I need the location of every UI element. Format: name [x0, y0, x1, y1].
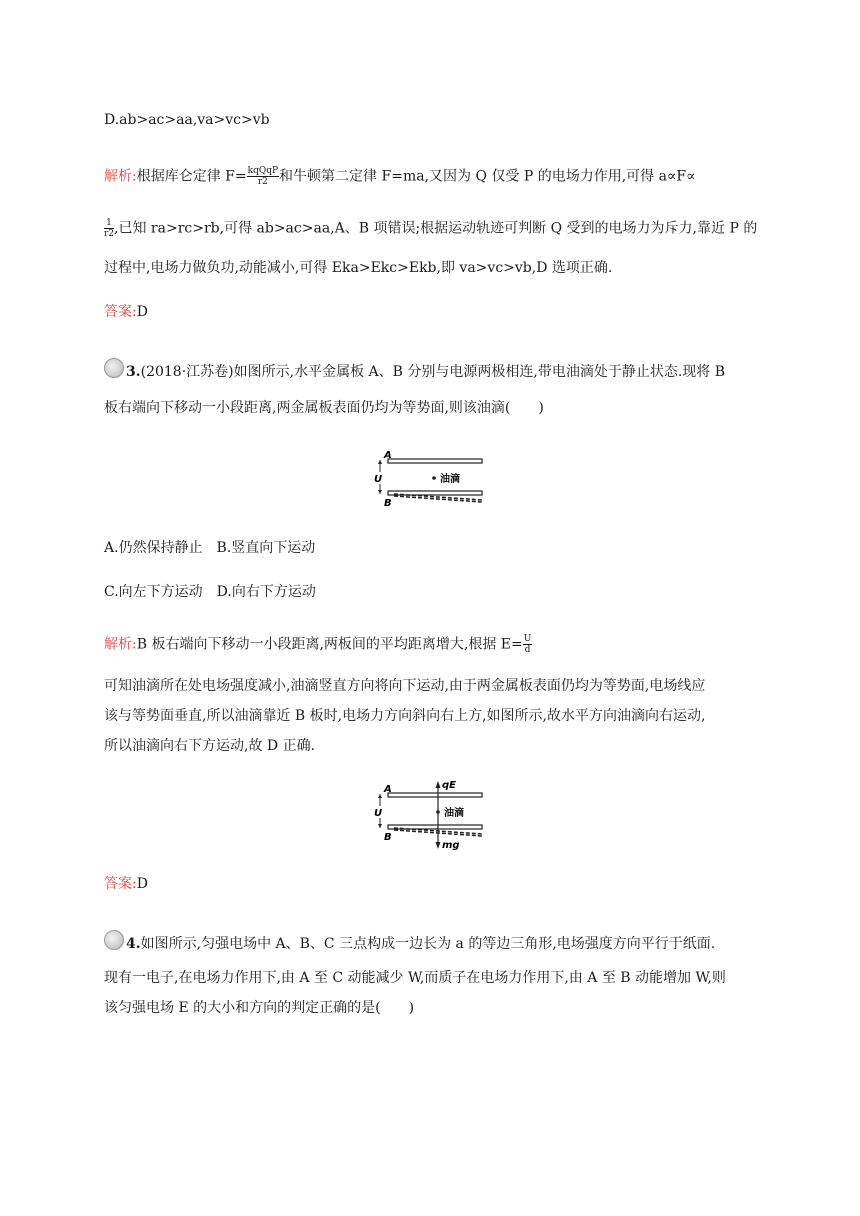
q3-figure-forces: [370, 776, 490, 852]
q3-field-fraction: $\frac{U}{d}$: [523, 634, 532, 655]
q4-stem-line1: 4.如图所示,匀强电场中 A、B、C 三点构成一边长为 a 的等边三角形,电场强度方向平行于纸面.: [126, 936, 716, 952]
q2-option-d: D.ab>ac>aa,va>vc>vb: [104, 112, 270, 128]
fig2-droplet-label: 油滴: [444, 808, 464, 819]
q3-stem-line2: 板右端向下移动一小段距离,两金属板表面仍均为等势面,则该油滴( ): [104, 400, 544, 416]
q3-options-line2: C.向左下方运动 D.向右下方运动: [104, 584, 316, 600]
q3-figure-plates: [370, 446, 490, 508]
q4-stem-line3: 该匀强电场 E 的大小和方向的判定正确的是( ): [104, 1000, 415, 1016]
fig2-force-up: qE: [442, 780, 456, 791]
fig1-droplet-label: 油滴: [440, 474, 460, 485]
fig2-label-u: U: [374, 808, 383, 819]
fig1-label-b: B: [384, 498, 392, 508]
fig1-label-u: U: [374, 474, 383, 485]
q3-analysis-line2: 可知油滴所在处电场强度减小,油滴竖直方向将向下运动,由于两金属板表面仍均为等势面,电场线应: [104, 678, 706, 694]
q2-analysis-text2: ,已知 ra>rc>rb,可得 ab>ac>aa,A、B 项错误;根据运动轨迹可判断 Q 受到的电场力为斥力,靠近 P 的: [114, 220, 758, 237]
q2-coulomb-fraction: $\frac{\text{kqQqP}}{r2}$: [247, 166, 279, 187]
fig1-label-a: A: [384, 450, 392, 461]
q4-stem-line2: 现有一电子,在电场力作用下,由 A 至 C 动能减少 W,而质子在电场力作用下,由 A 至 B 动能增加 W,则: [104, 970, 726, 986]
fig2-label-b: B: [384, 832, 392, 843]
fig2-label-a: A: [384, 784, 392, 795]
q3-options-line1: A.仍然保持静止 B.竖直向下运动: [104, 540, 316, 556]
question-bullet-icon: [104, 358, 124, 378]
q4-number: 4.: [126, 936, 141, 952]
q2-answer-label: 答案:: [104, 304, 137, 320]
q3-stem-line1: 3.(2018·江苏卷)如图所示,水平金属板 A、B 分别与电源两极相连,带电油滴处于静止状态.现将 B: [126, 364, 726, 380]
q2-analysis-text1b: 和牛顿第二定律 F=ma,又因为 Q 仅受 P 的电场力作用,可得 a∝F∝: [279, 168, 696, 185]
q3-answer: [104, 874, 148, 894]
q3-analysis-line3: 该与等势面垂直,所以油滴靠近 B 板时,电场力方向斜向右上方,如图所示,故水平方向油滴向右运动,: [104, 708, 706, 724]
question-bullet-icon: [104, 930, 124, 950]
q3-analysis-line1: 解析:B 板右端向下移动一小段距离,两板间的平均距离增大,根据 E= $\frac{U}{d}$: [104, 634, 532, 655]
q2-answer-value: D: [136, 304, 148, 320]
q2-inverse-square-fraction: $\frac{1}{r2}$: [104, 218, 115, 239]
q2-analysis-line2: [104, 218, 757, 239]
q3-analysis-line4: 所以油滴向右下方运动,故 D 正确.: [104, 738, 316, 754]
q2-analysis-label: 解析:: [104, 168, 137, 185]
q2-answer: [104, 302, 148, 322]
q3-answer-label: 答案:: [104, 876, 137, 892]
q2-analysis-text1a: 根据库仑定律 F=: [136, 168, 247, 185]
fig2-force-down: mg: [442, 840, 460, 851]
q3-answer-value: D: [136, 876, 148, 892]
q2-analysis-line1: [104, 166, 696, 187]
q2-analysis-line3: 过程中,电场力做负功,动能减小,可得 Eka>Ekc>Ekb,即 va>vc>vb,D 选项正确.: [104, 260, 613, 276]
q3-number: 3.: [126, 364, 141, 380]
q3-analysis-label: 解析:: [104, 636, 137, 653]
